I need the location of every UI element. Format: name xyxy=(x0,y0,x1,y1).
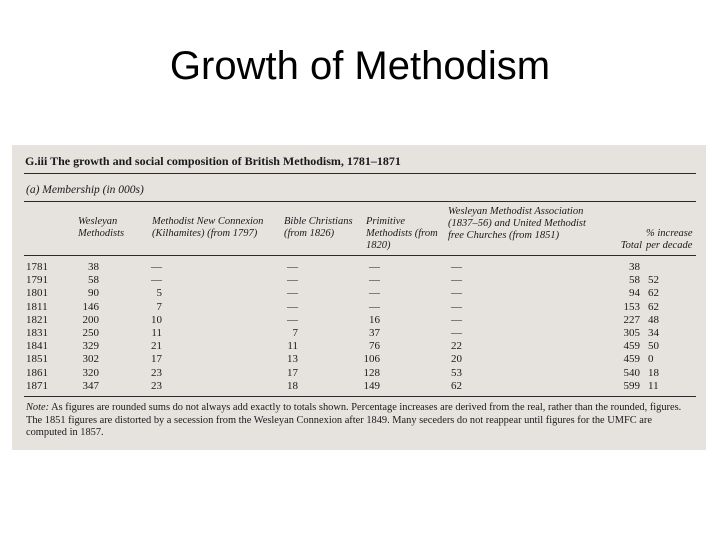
cell-total: 459 xyxy=(623,340,640,353)
cell-wesleyan: 302 xyxy=(82,353,99,366)
cell-bible: — xyxy=(287,287,298,300)
cell-bible: — xyxy=(287,300,298,313)
cell-bible: — xyxy=(287,261,298,273)
cell-increase: 62 xyxy=(648,287,659,300)
row-year: 1791 xyxy=(26,274,48,287)
row-year: 1851 xyxy=(26,353,48,366)
cell-bible: — xyxy=(287,274,298,287)
cell-total: 94 xyxy=(629,287,640,300)
cell-association: — xyxy=(451,313,462,326)
cell-association: — xyxy=(451,327,462,339)
cell-new-connexion: — xyxy=(151,274,162,287)
cell-bible: 11 xyxy=(287,340,298,353)
body-bottom-rule xyxy=(24,396,696,397)
cell-primitive: — xyxy=(369,300,380,313)
cell-new-connexion: 7 xyxy=(156,300,162,313)
cell-bible: — xyxy=(287,313,298,326)
cell-wesleyan: 58 xyxy=(88,274,99,287)
cell-association: 22 xyxy=(451,340,462,353)
cell-primitive: 149 xyxy=(363,379,380,392)
cell-increase: 52 xyxy=(648,274,659,287)
cell-increase: 34 xyxy=(648,327,659,339)
row-year: 1831 xyxy=(26,327,48,339)
cell-total: 38 xyxy=(629,261,640,273)
cell-total: 227 xyxy=(623,313,640,326)
header-increase: % increase per decade xyxy=(646,228,693,251)
cell-wesleyan: 320 xyxy=(82,366,99,379)
header-bottom-rule xyxy=(24,255,696,256)
slide-title: Growth of Methodism xyxy=(169,44,551,88)
cell-total: 540 xyxy=(623,366,640,379)
note-text: As figures are rounded sums do not always add exactly to totals shown. Percentage increases are derived from the real, rather than the rounded, figures. The 1851 figures are distorted by a secession from the Wesleyan Connexion after 1849. Many seceders do not reappear until figures for the UMFC are computed in 1857. xyxy=(26,402,682,438)
cell-bible: 17 xyxy=(287,366,298,379)
cell-increase: 0 xyxy=(648,353,654,366)
header-total: Total xyxy=(620,240,642,251)
cell-wesleyan: 250 xyxy=(82,327,99,339)
row-year: 1861 xyxy=(26,366,48,379)
cell-new-connexion: 10 xyxy=(151,313,162,326)
cell-association: — xyxy=(451,274,462,287)
row-year: 1811 xyxy=(26,300,48,313)
cell-association: — xyxy=(451,287,462,300)
cell-wesleyan: 200 xyxy=(82,313,99,326)
cell-new-connexion: 21 xyxy=(151,340,162,353)
cell-wesleyan: 329 xyxy=(82,340,99,353)
row-year: 1871 xyxy=(26,379,48,392)
cell-primitive: 128 xyxy=(363,366,380,379)
cell-bible: 7 xyxy=(292,327,298,339)
cell-total: 599 xyxy=(623,379,640,392)
cell-total: 153 xyxy=(623,300,640,313)
cell-wesleyan: 90 xyxy=(88,287,99,300)
cell-wesleyan: 146 xyxy=(82,300,99,313)
cell-wesleyan: 347 xyxy=(82,379,99,392)
cell-primitive: — xyxy=(369,274,380,287)
cell-increase: 18 xyxy=(648,366,659,379)
header-wesleyan: Wesleyan Methodists xyxy=(78,216,125,239)
cell-wesleyan: 38 xyxy=(88,261,99,273)
row-year: 1781 xyxy=(26,261,48,273)
cell-association: 62 xyxy=(451,379,462,392)
top-rule xyxy=(24,173,696,174)
cell-association: — xyxy=(451,261,462,273)
cell-primitive: 106 xyxy=(363,353,380,366)
cell-association: 53 xyxy=(451,366,462,379)
row-year: 1821 xyxy=(26,313,48,326)
table-subtitle: (a) Membership (in 000s) xyxy=(26,184,144,196)
cell-new-connexion: 17 xyxy=(151,353,162,366)
cell-primitive: — xyxy=(369,287,380,300)
cell-total: 58 xyxy=(629,274,640,287)
cell-association: — xyxy=(451,300,462,313)
cell-increase: 62 xyxy=(648,300,659,313)
table-note xyxy=(26,402,694,440)
cell-new-connexion: 23 xyxy=(151,366,162,379)
cell-primitive: — xyxy=(369,261,380,273)
cell-primitive: 76 xyxy=(369,340,380,353)
cell-new-connexion: — xyxy=(151,261,162,273)
cell-total: 459 xyxy=(623,353,640,366)
row-year: 1801 xyxy=(26,287,48,300)
cell-increase: 11 xyxy=(648,379,659,392)
cell-increase: 48 xyxy=(648,313,659,326)
header-bible-christians: Bible Christians (from 1826) xyxy=(284,216,353,239)
row-year: 1841 xyxy=(26,340,48,353)
header-association: Wesleyan Methodist Association (1837–56) and United Methodist free Churches (from 1851) xyxy=(448,206,586,241)
cell-bible: 13 xyxy=(287,353,298,366)
cell-total: 305 xyxy=(623,327,640,339)
header-primitive: Primitive Methodists (from 1820) xyxy=(366,216,438,251)
cell-new-connexion: 11 xyxy=(151,327,162,339)
cell-new-connexion: 23 xyxy=(151,379,162,392)
note-label: Note: xyxy=(26,402,50,413)
cell-primitive: 16 xyxy=(369,313,380,326)
cell-primitive: 37 xyxy=(369,327,380,339)
cell-increase: 50 xyxy=(648,340,659,353)
header-top-rule xyxy=(24,201,696,202)
scanned-table-image xyxy=(12,145,706,450)
header-new-connexion: Methodist New Connexion (Kilhamites) (from 1797) xyxy=(152,216,264,239)
cell-association: 20 xyxy=(451,353,462,366)
cell-bible: 18 xyxy=(287,379,298,392)
table-title: G.iii The growth and social composition of British Methodism, 1781–1871 xyxy=(25,154,401,168)
cell-new-connexion: 5 xyxy=(156,287,162,300)
